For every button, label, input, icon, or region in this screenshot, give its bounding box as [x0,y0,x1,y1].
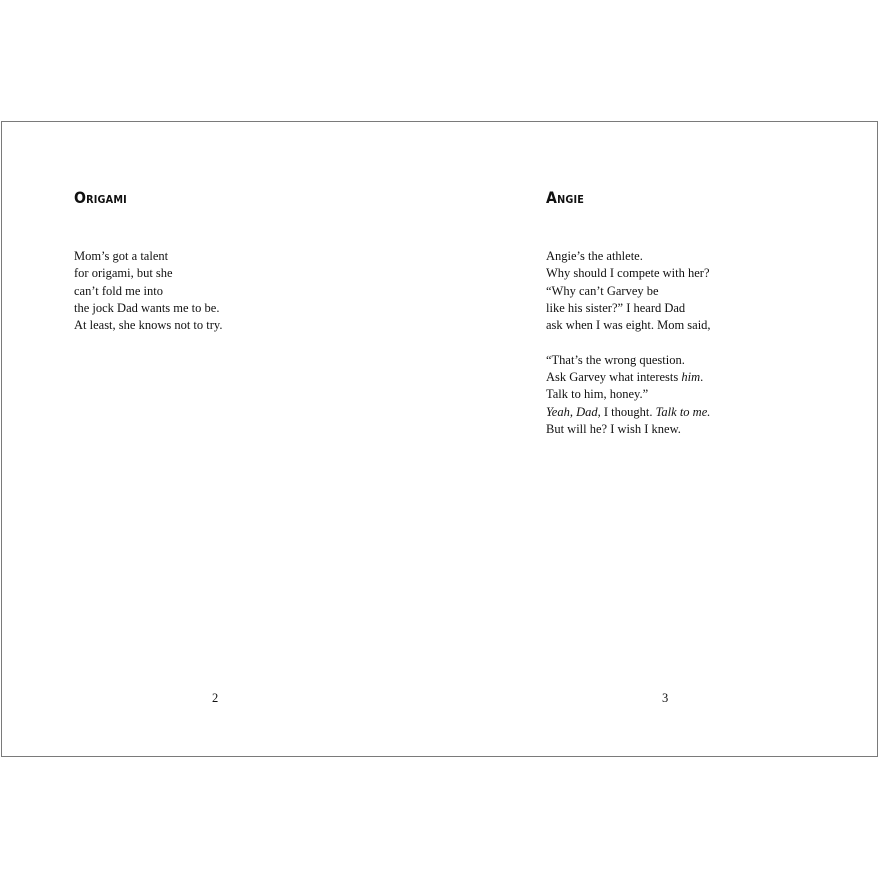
left-page [2,122,440,756]
poem-angie [546,248,711,438]
poem-title-angie: Angie [546,188,585,207]
poem-title-origami: Origami [74,188,127,207]
poem-line: the jock Dad wants me to be. [74,300,220,315]
poem-line: like his sister?” I heard Dad [546,300,686,315]
poem-line: At least, she knows not to try. [74,318,223,333]
page-number-left: 2 [212,691,219,705]
poem-text: . [700,370,704,385]
poem-line [546,369,711,386]
poem-line: Talk to him, honey.” [546,387,649,402]
poem-text: I thought. [600,404,656,419]
poem-italic-text: Yeah, Dad, [546,404,601,419]
poem-line [546,404,711,421]
poem-line: “Why can’t Garvey be [546,283,659,298]
poem-line: But will he? I wish I knew. [546,421,681,436]
poem-line: “That’s the wrong question. [546,352,685,367]
poem-line: Mom’s got a talent [74,249,169,263]
poem-line: Why should I compete with her? [546,266,710,281]
poem-text: Ask Garvey what interests [546,370,682,385]
poem-line: can’t fold me into [74,283,163,298]
book-spread [1,121,878,757]
poem-line: ask when I was eight. Mom said, [546,318,711,333]
poem-line: for origami, but she [74,266,173,281]
poem-italic-text: Talk to me. [655,404,711,419]
poem-line: Angie’s the athlete. [546,249,643,263]
poem-origami [74,248,222,334]
right-page [440,122,878,756]
poem-italic-text: him [681,370,701,385]
stanza-break [546,334,711,351]
page-number-right: 3 [662,691,669,705]
